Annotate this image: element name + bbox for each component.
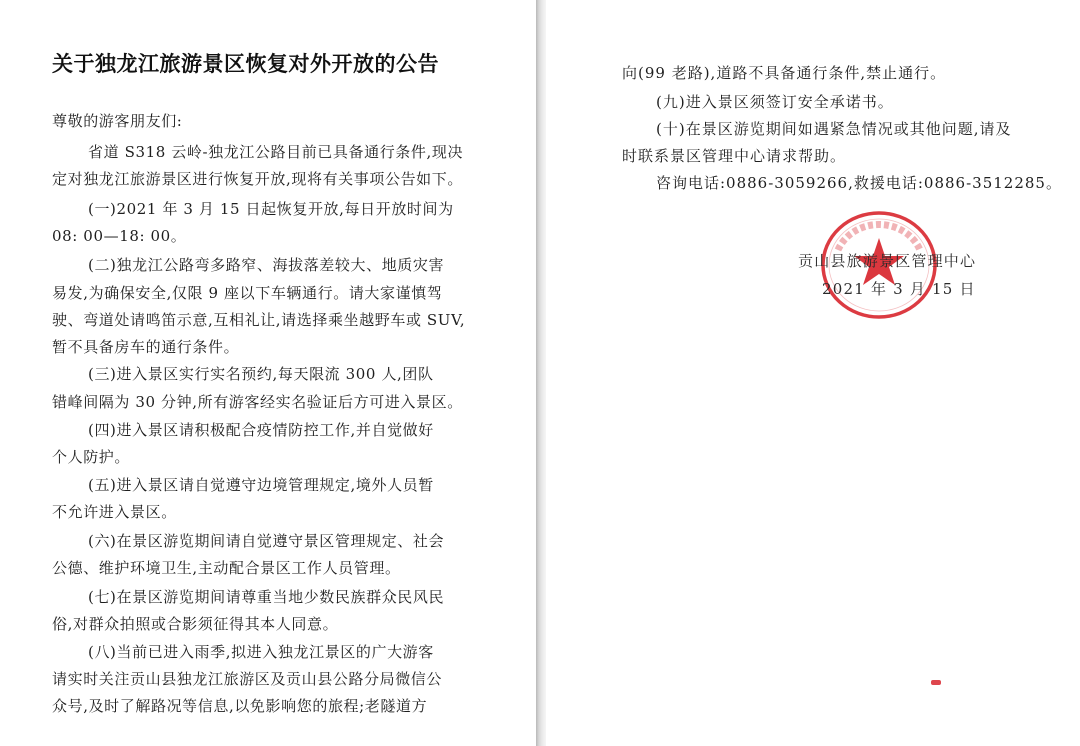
- paragraph-line: 请实时关注贡山县独龙江旅游区及贡山县公路分局微信公: [52, 670, 443, 688]
- paragraph-line: 众号,及时了解路况等信息,以免影响您的旅程;老隧道方: [52, 697, 428, 715]
- paragraph-line: 省道 S318 云岭-独龙江公路目前已具备通行条件,现决: [88, 143, 464, 161]
- paragraph-line: 08: 00—18: 00。: [52, 227, 187, 245]
- paragraph-line: 时联系景区管理中心请求帮助。: [622, 147, 847, 165]
- paragraph-line: 向(99 老路),道路不具备通行条件,禁止通行。: [622, 64, 947, 82]
- paragraph-line: 易发,为确保安全,仅限 9 座以下车辆通行。请大家谨慎驾: [52, 284, 443, 302]
- paragraph-line: (一)2021 年 3 月 15 日起恢复开放,每日开放时间为: [88, 200, 454, 218]
- paragraph-line: 驶、弯道处请鸣笛示意,互相礼让,请选择乘坐越野车或 SUV,: [52, 311, 466, 329]
- paragraph-line: (二)独龙江公路弯多路窄、海拔落差较大、地质灾害: [88, 256, 445, 274]
- paragraph-line: 错峰间隔为 30 分钟,所有游客经实名验证后方可进入景区。: [52, 393, 463, 411]
- paragraph-line: 不允许进入景区。: [52, 503, 177, 521]
- red-mark-icon: [930, 678, 942, 687]
- paragraph-line: 暂不具备房车的通行条件。: [52, 338, 240, 356]
- paragraph-line: (七)在景区游览期间请尊重当地少数民族群众民风民: [88, 588, 445, 606]
- paragraph-line: 定对独龙江旅游景区进行恢复开放,现将有关事项公告如下。: [52, 170, 463, 188]
- paragraph-line: (十)在景区游览期间如遇紧急情况或其他问题,请及: [656, 120, 1012, 138]
- paragraph-line: (六)在景区游览期间请自觉遵守景区管理规定、社会: [88, 532, 445, 550]
- greeting: 尊敬的游客朋友们:: [52, 112, 183, 130]
- left-page: [0, 0, 536, 746]
- paragraph-line: (五)进入景区请自觉遵守边境管理规定,境外人员暂: [88, 476, 434, 494]
- paragraph-line: (三)进入景区实行实名预约,每天限流 300 人,团队: [88, 365, 434, 383]
- paragraph-line: 俗,对群众拍照或合影须征得其本人同意。: [52, 615, 339, 633]
- paragraph-line: 个人防护。: [52, 448, 131, 466]
- paragraph-line: (九)进入景区须签订安全承诺书。: [656, 93, 894, 111]
- page-title: 关于独龙江旅游景区恢复对外开放的公告: [52, 52, 439, 76]
- issuer: 贡山县旅游景区管理中心: [798, 252, 977, 270]
- page-gutter: [536, 0, 546, 746]
- paragraph-line: (四)进入景区请积极配合疫情防控工作,并自觉做好: [88, 421, 434, 439]
- contact-phones: 咨询电话:0886-3059266,救援电话:0886-3512285。: [656, 174, 1062, 192]
- paragraph-line: 公德、维护环境卫生,主动配合景区工作人员管理。: [52, 559, 401, 577]
- issue-date: 2021 年 3 月 15 日: [822, 280, 976, 298]
- paragraph-line: (八)当前已进入雨季,拟进入独龙江景区的广大游客: [88, 643, 434, 661]
